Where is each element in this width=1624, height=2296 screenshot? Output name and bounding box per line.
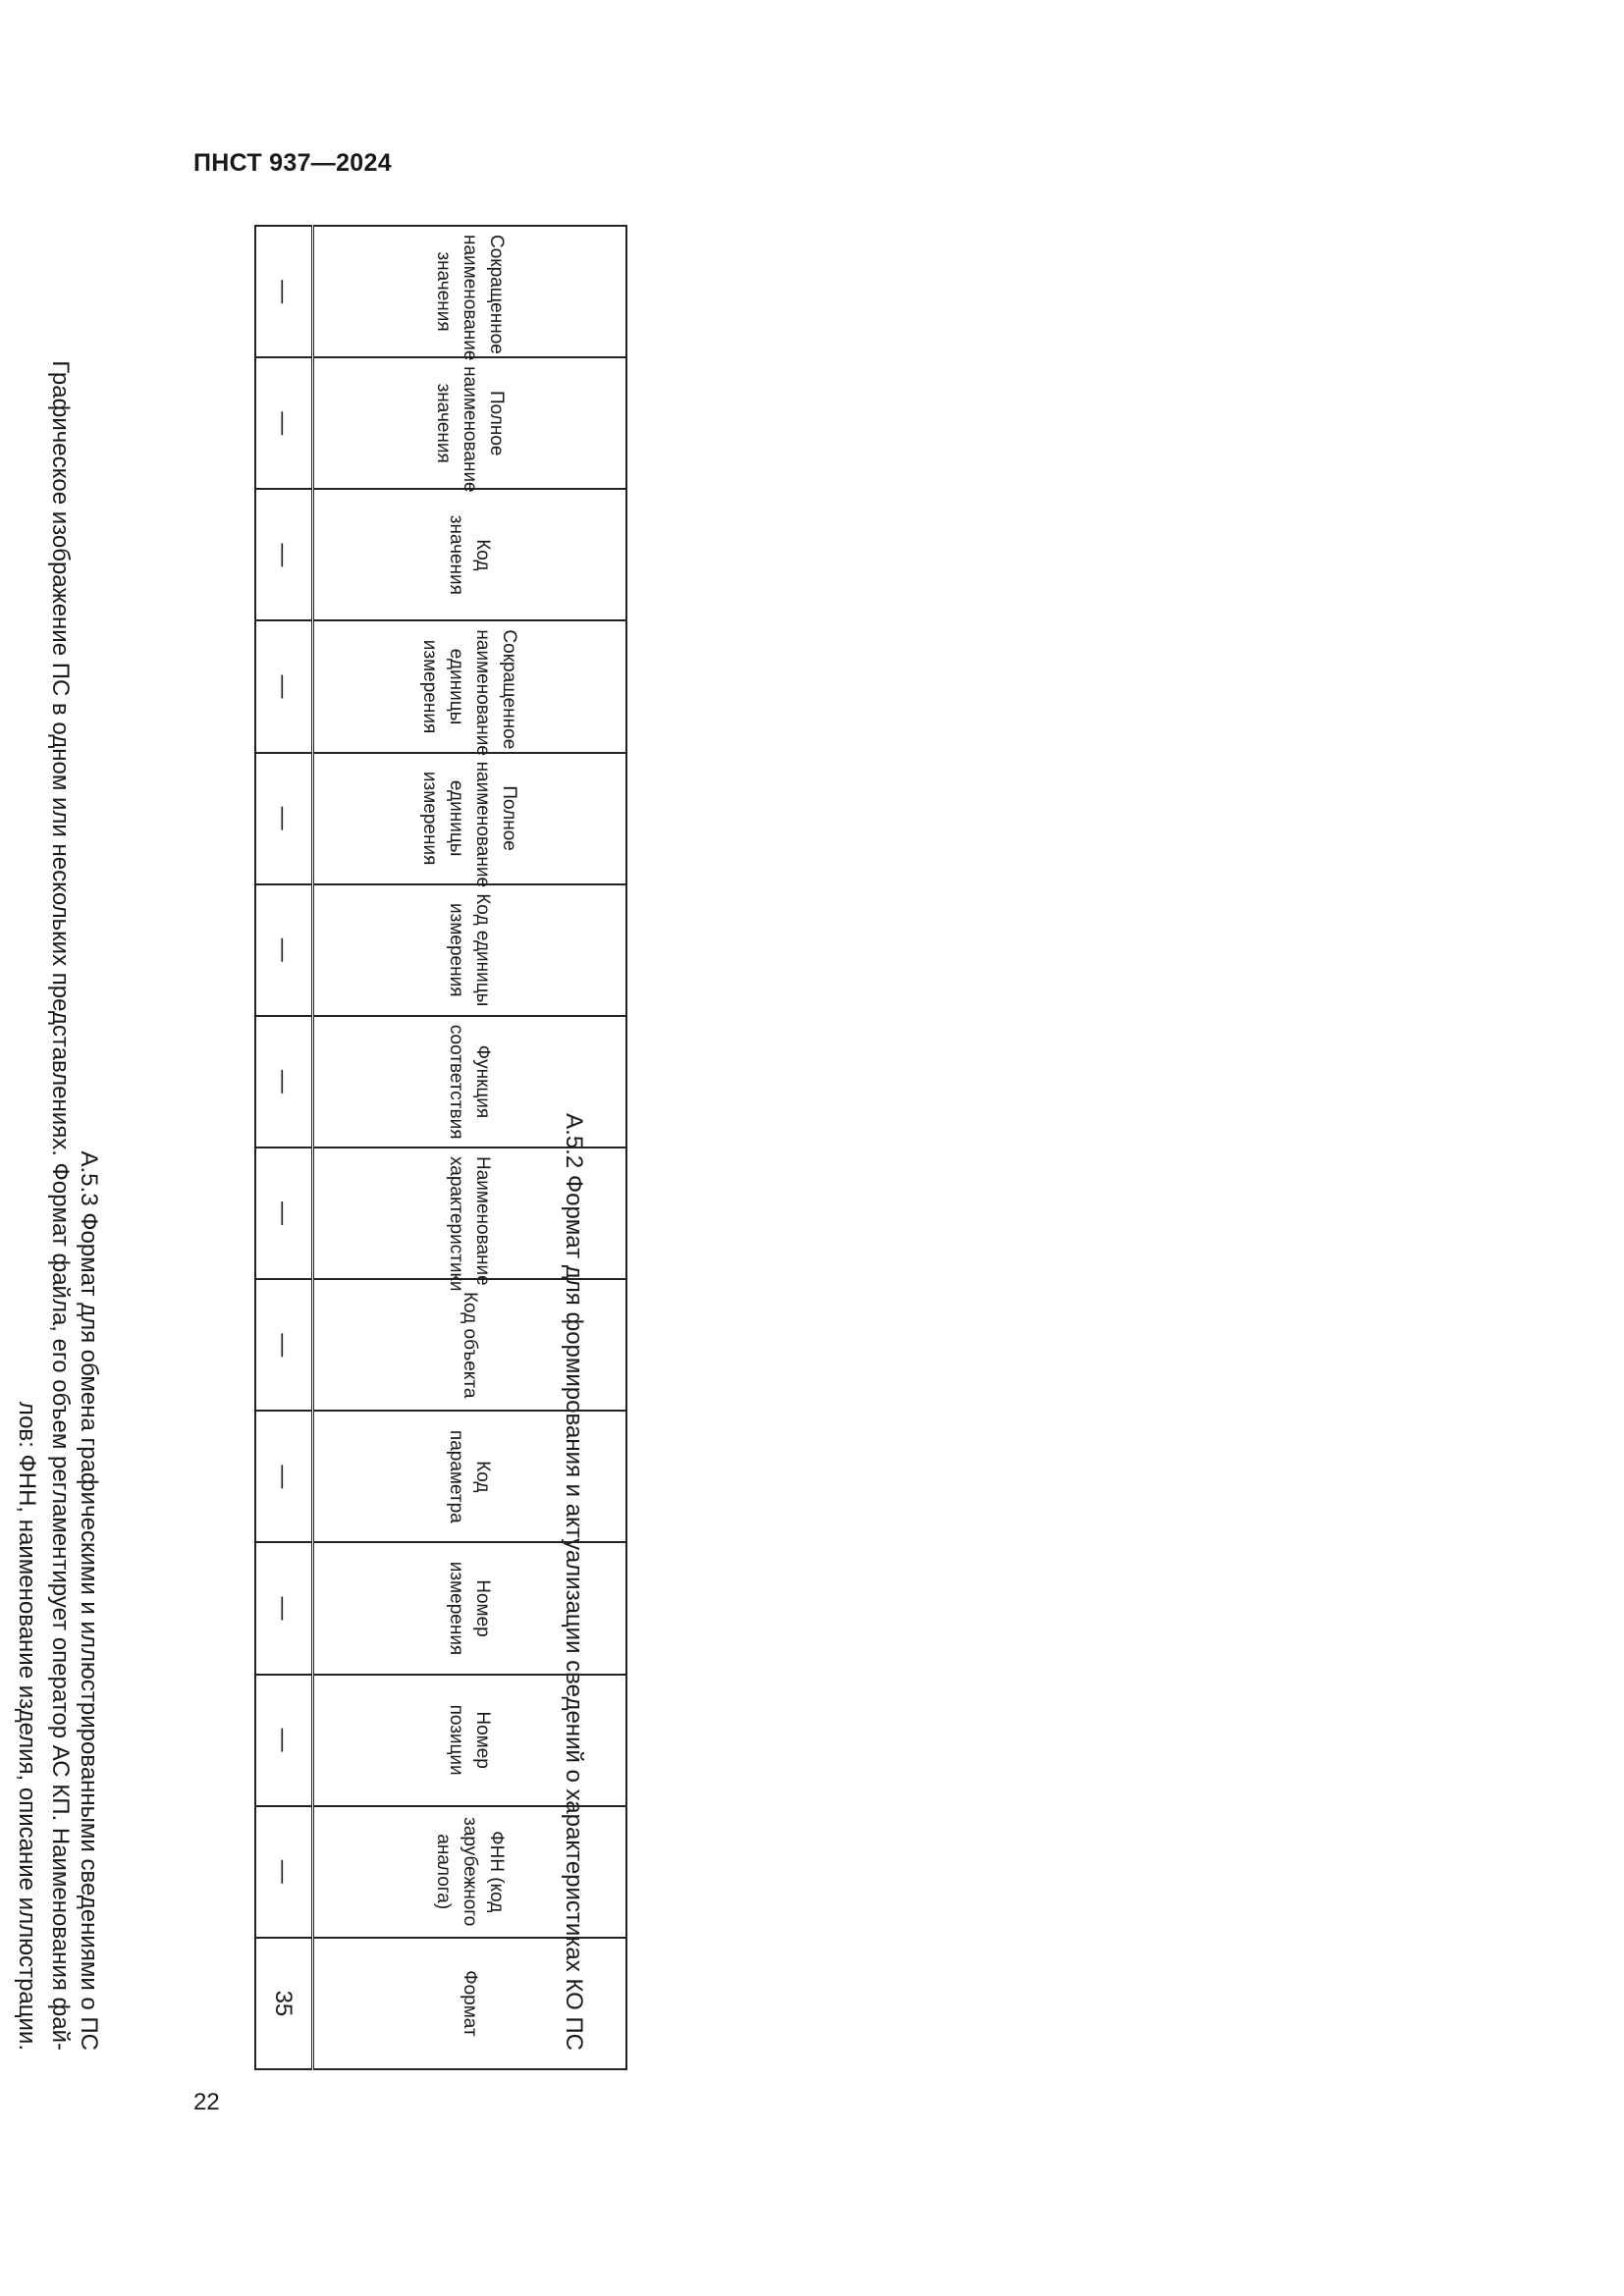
table-value-cell: — [255, 489, 313, 620]
table-value-cell: — [255, 226, 313, 357]
table-header-cell: Сокращенное наименование значения [313, 226, 627, 357]
table-header-row [313, 226, 627, 2069]
section-a53-line-2: лов: ФНН, наименование изделия, описание иллюстрации. [14, 1401, 40, 2051]
table-value-cell: — [255, 884, 313, 1016]
table-value-cell: — [255, 1806, 313, 1938]
table-header-cell: Формат [313, 1938, 627, 2069]
table-header-cell: Код параметра [313, 1411, 627, 1542]
format-table [254, 225, 627, 2070]
section-a53-line-1: Графическое изображение ПС в одном или нескольких представлениях. Формат файла, его объем регламентирует оператор АС КП. Наименования фай- [47, 360, 74, 2051]
table-header-cell: Полное наименование единицы измерения [313, 753, 627, 884]
table-value-cell: — [255, 357, 313, 489]
table-header-cell: Номер позиции [313, 1675, 627, 1806]
section-a53-heading: А.5.3 Формат для обмена графическими и иллюстрированными сведениями о ПС [76, 1150, 102, 2051]
table-value-cell: — [255, 1016, 313, 1148]
table-value-cell: — [255, 1279, 313, 1411]
table-header-cell: Код объекта [313, 1279, 627, 1411]
table-header-cell: ФНН (код зарубежного аналога) [313, 1806, 627, 1938]
table-header-cell: Функция соответствия [313, 1016, 627, 1148]
table-value-cell: — [255, 1411, 313, 1542]
table-header-cell: Наименование характеристики [313, 1148, 627, 1279]
table-header-cell: Код единицы измерения [313, 884, 627, 1016]
table-header-cell: Номер измерения [313, 1542, 627, 1674]
page-number: 22 [193, 2089, 220, 2115]
table-value-cell: — [255, 1675, 313, 1806]
table-value-cell: — [255, 1148, 313, 1279]
table-value-cell: — [255, 620, 313, 752]
rotated-content [14, 225, 785, 2090]
section-a52-heading: А.5.2 Формат для формирования и актуализации сведений о характеристиках КО ПС [561, 1113, 587, 2051]
table-header-cell: Сокращенное наименование единицы измерения [313, 620, 627, 752]
table-header-cell: Код значения [313, 489, 627, 620]
table-header-cell: Полное наименование значения [313, 357, 627, 489]
table-value-row [255, 226, 313, 2069]
table-value-cell: — [255, 1542, 313, 1674]
table-value-cell: — [255, 753, 313, 884]
table-value-cell: 35 [255, 1938, 313, 2069]
document-number: ПНСТ 937—2024 [193, 149, 392, 177]
